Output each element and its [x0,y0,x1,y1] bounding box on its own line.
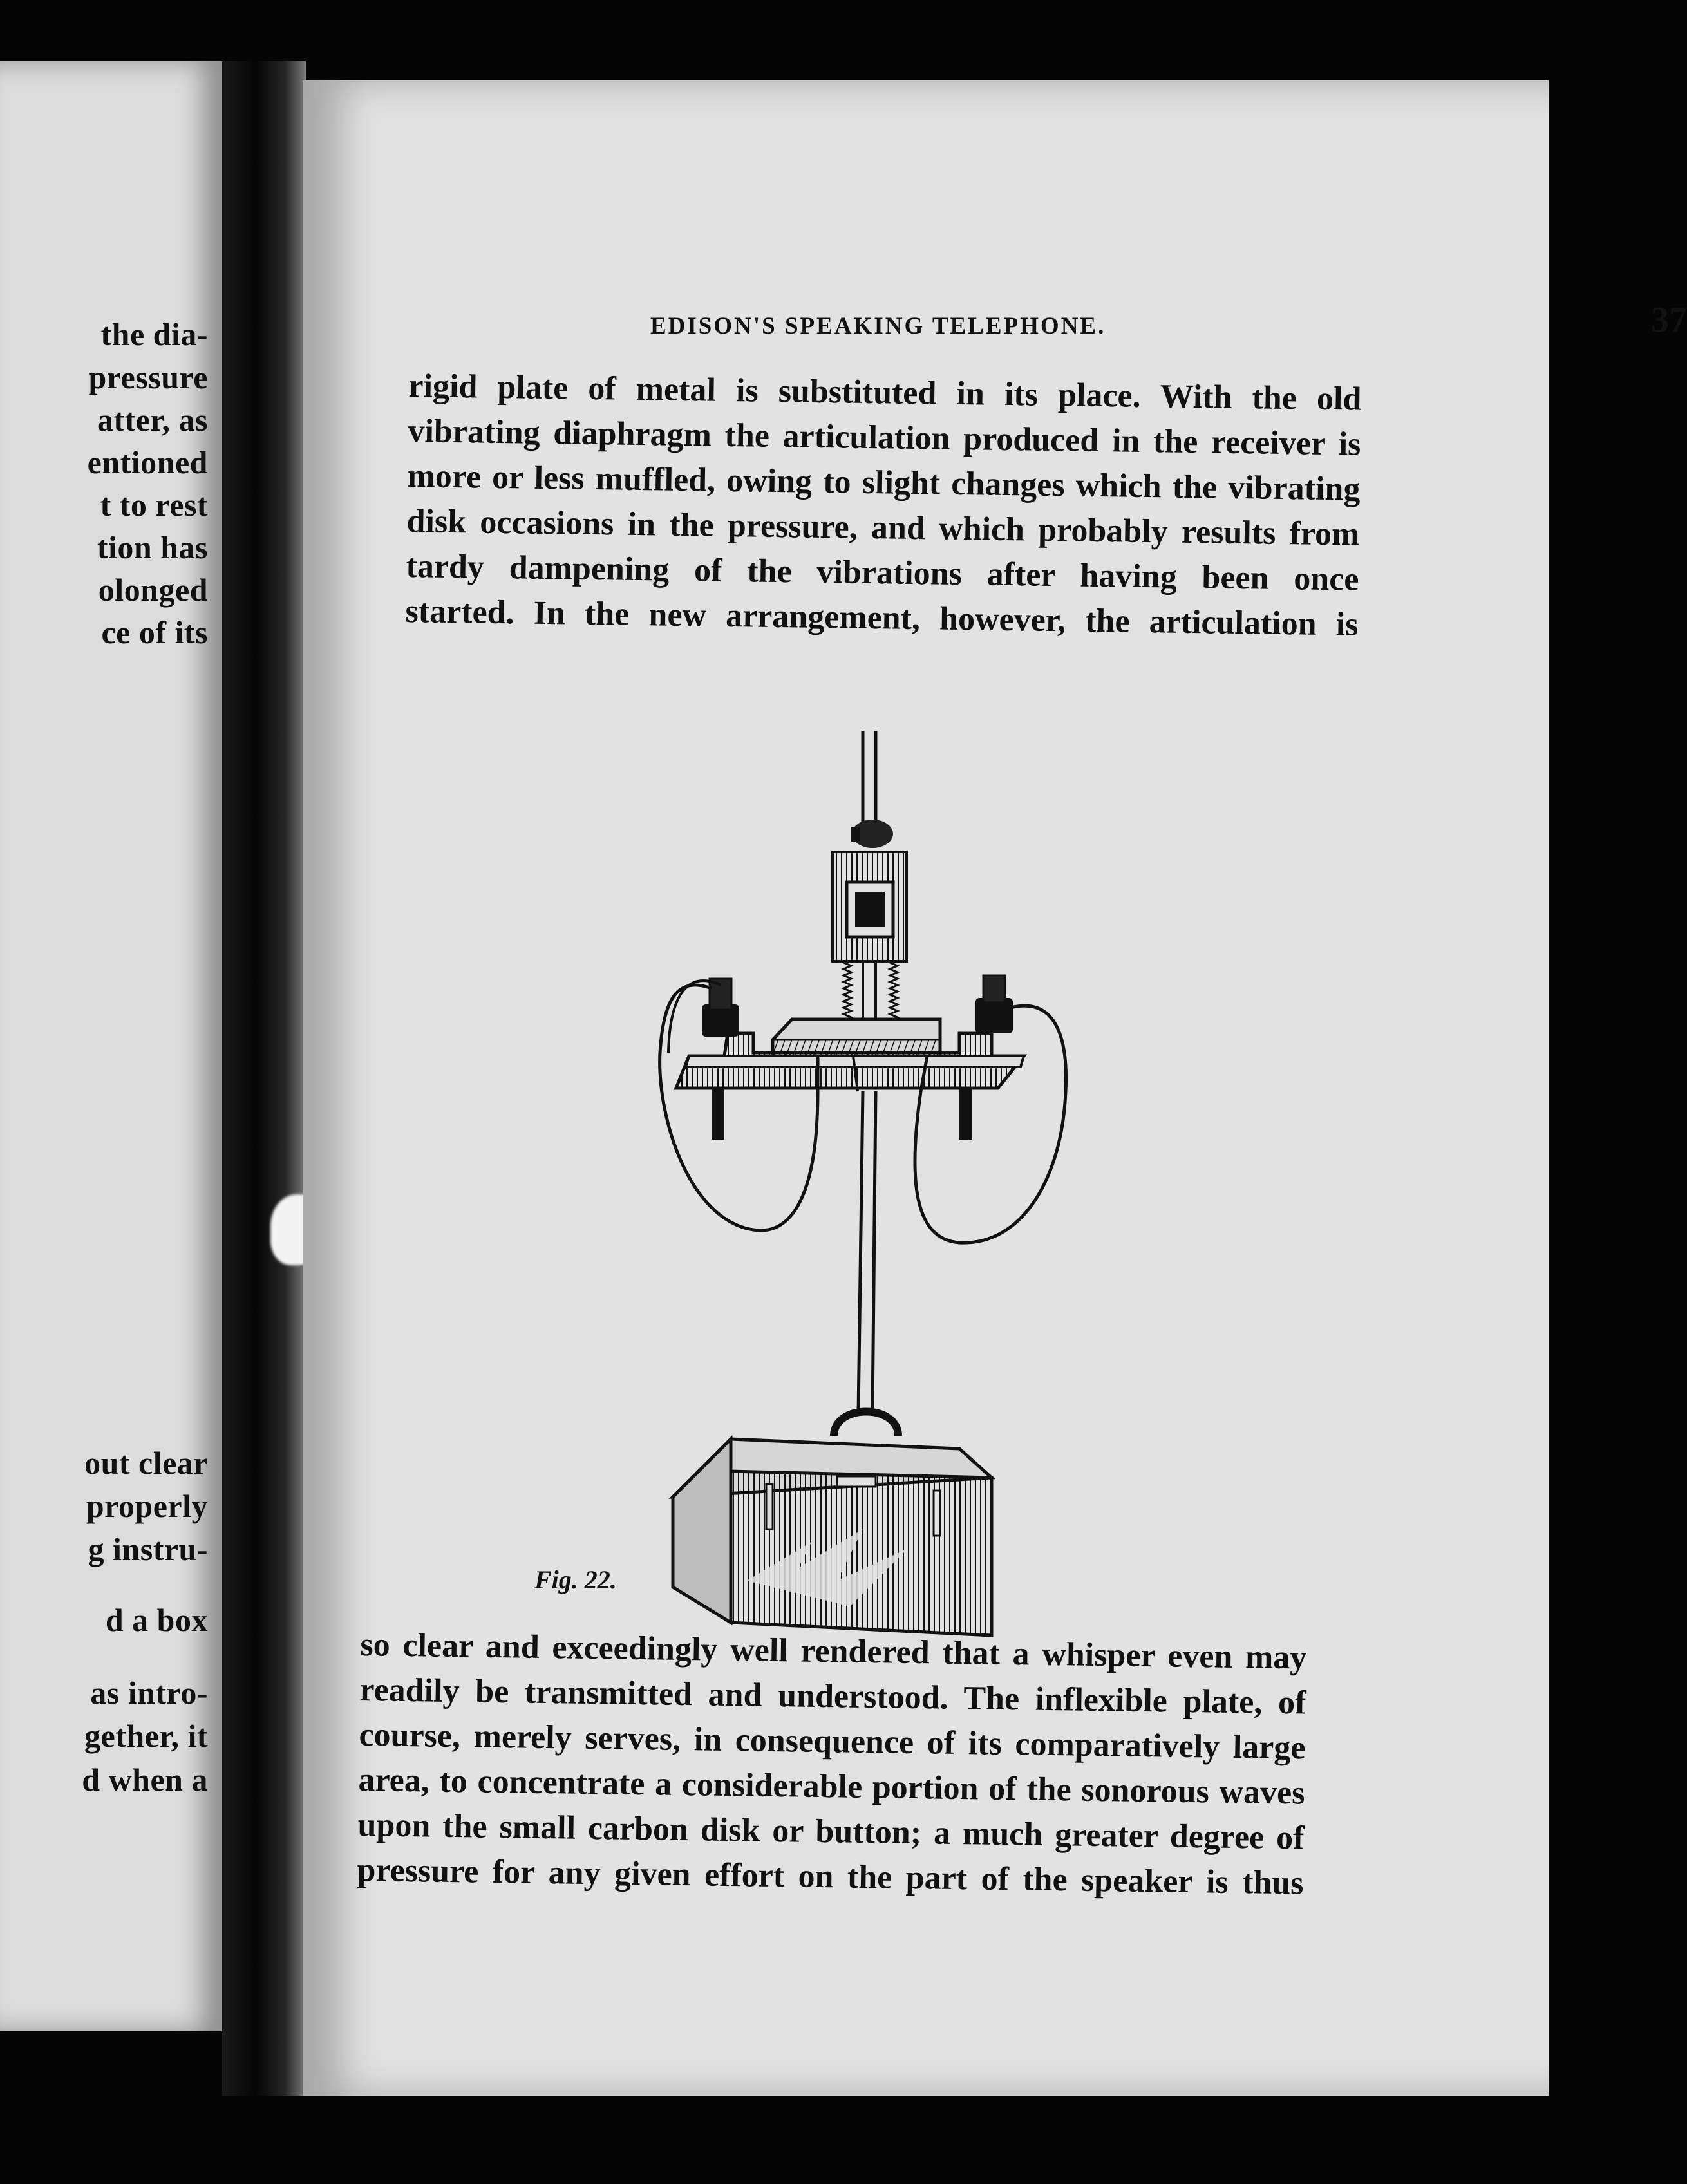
left-page-line: as intro- [90,1675,208,1711]
text-line: vibrating diaphragm the articulation produced in the receiver is [408,412,1361,463]
text-line: tardy dampening of the vibrations after having been once [406,547,1359,598]
text-line: course, merely serves, in consequence of its comparatively large [359,1716,1306,1767]
text-line: disk occasions in the pressure, and which probably results from [406,502,1360,553]
right-page [303,80,1687,2096]
paragraph-top [405,364,1362,648]
text-line: so clear and exceedingly well rendered that a whisper even may [360,1626,1307,1677]
left-page-line: gether, it [84,1718,208,1754]
left-page-line: entioned [87,444,208,480]
page-number: 37 [1651,300,1687,340]
coil-springs [844,963,898,1024]
text-line: started. In the new arrangement, however, the articulation is [405,592,1359,643]
left-page-line: g instru- [88,1531,208,1567]
box-handle [834,1412,898,1436]
left-page-line: t to rest [100,487,208,523]
page-title: EDISON'S SPEAKING TELEPHONE. [650,313,1106,339]
left-page-line: tion has [97,529,208,565]
text-line: area, to concentrate a considerable portion of the sonorous waves [358,1761,1305,1812]
left-page-line: d when a [82,1762,208,1798]
left-page-line: ce of its [101,614,208,650]
telephone-illustration [650,731,1101,1645]
left-page [0,61,222,2031]
text-line: readily be transmitted and understood. The inflexible plate, of [359,1671,1306,1722]
left-page-line: properly [86,1488,208,1524]
book-gutter [222,61,306,2096]
leg [959,1088,972,1140]
leg [712,1088,724,1140]
left-page-line: the dia- [100,316,208,352]
text-line: rigid plate of metal is substituted in its place. With the old [408,367,1362,418]
running-head [650,299,1687,351]
left-page-line: pressure [88,359,208,395]
telephone-apparatus-drawing [650,731,1101,1645]
paragraph-bottom [357,1623,1307,1906]
figure-caption: Fig. 22. [534,1565,617,1594]
left-page-line: olonged [98,572,208,608]
left-page-line: atter, as [97,402,208,438]
text-line: more or less muffled, owing to slight changes which the vibrating [407,457,1361,508]
left-page-line: out clear [84,1445,208,1481]
stand-rod [858,1091,863,1413]
text-line: upon the small carbon disk or button; a much greater degree of [357,1806,1305,1857]
text-line: pressure for any given effort on the part of the speaker is thus [357,1851,1304,1902]
left-page-line: d a box [105,1602,208,1638]
